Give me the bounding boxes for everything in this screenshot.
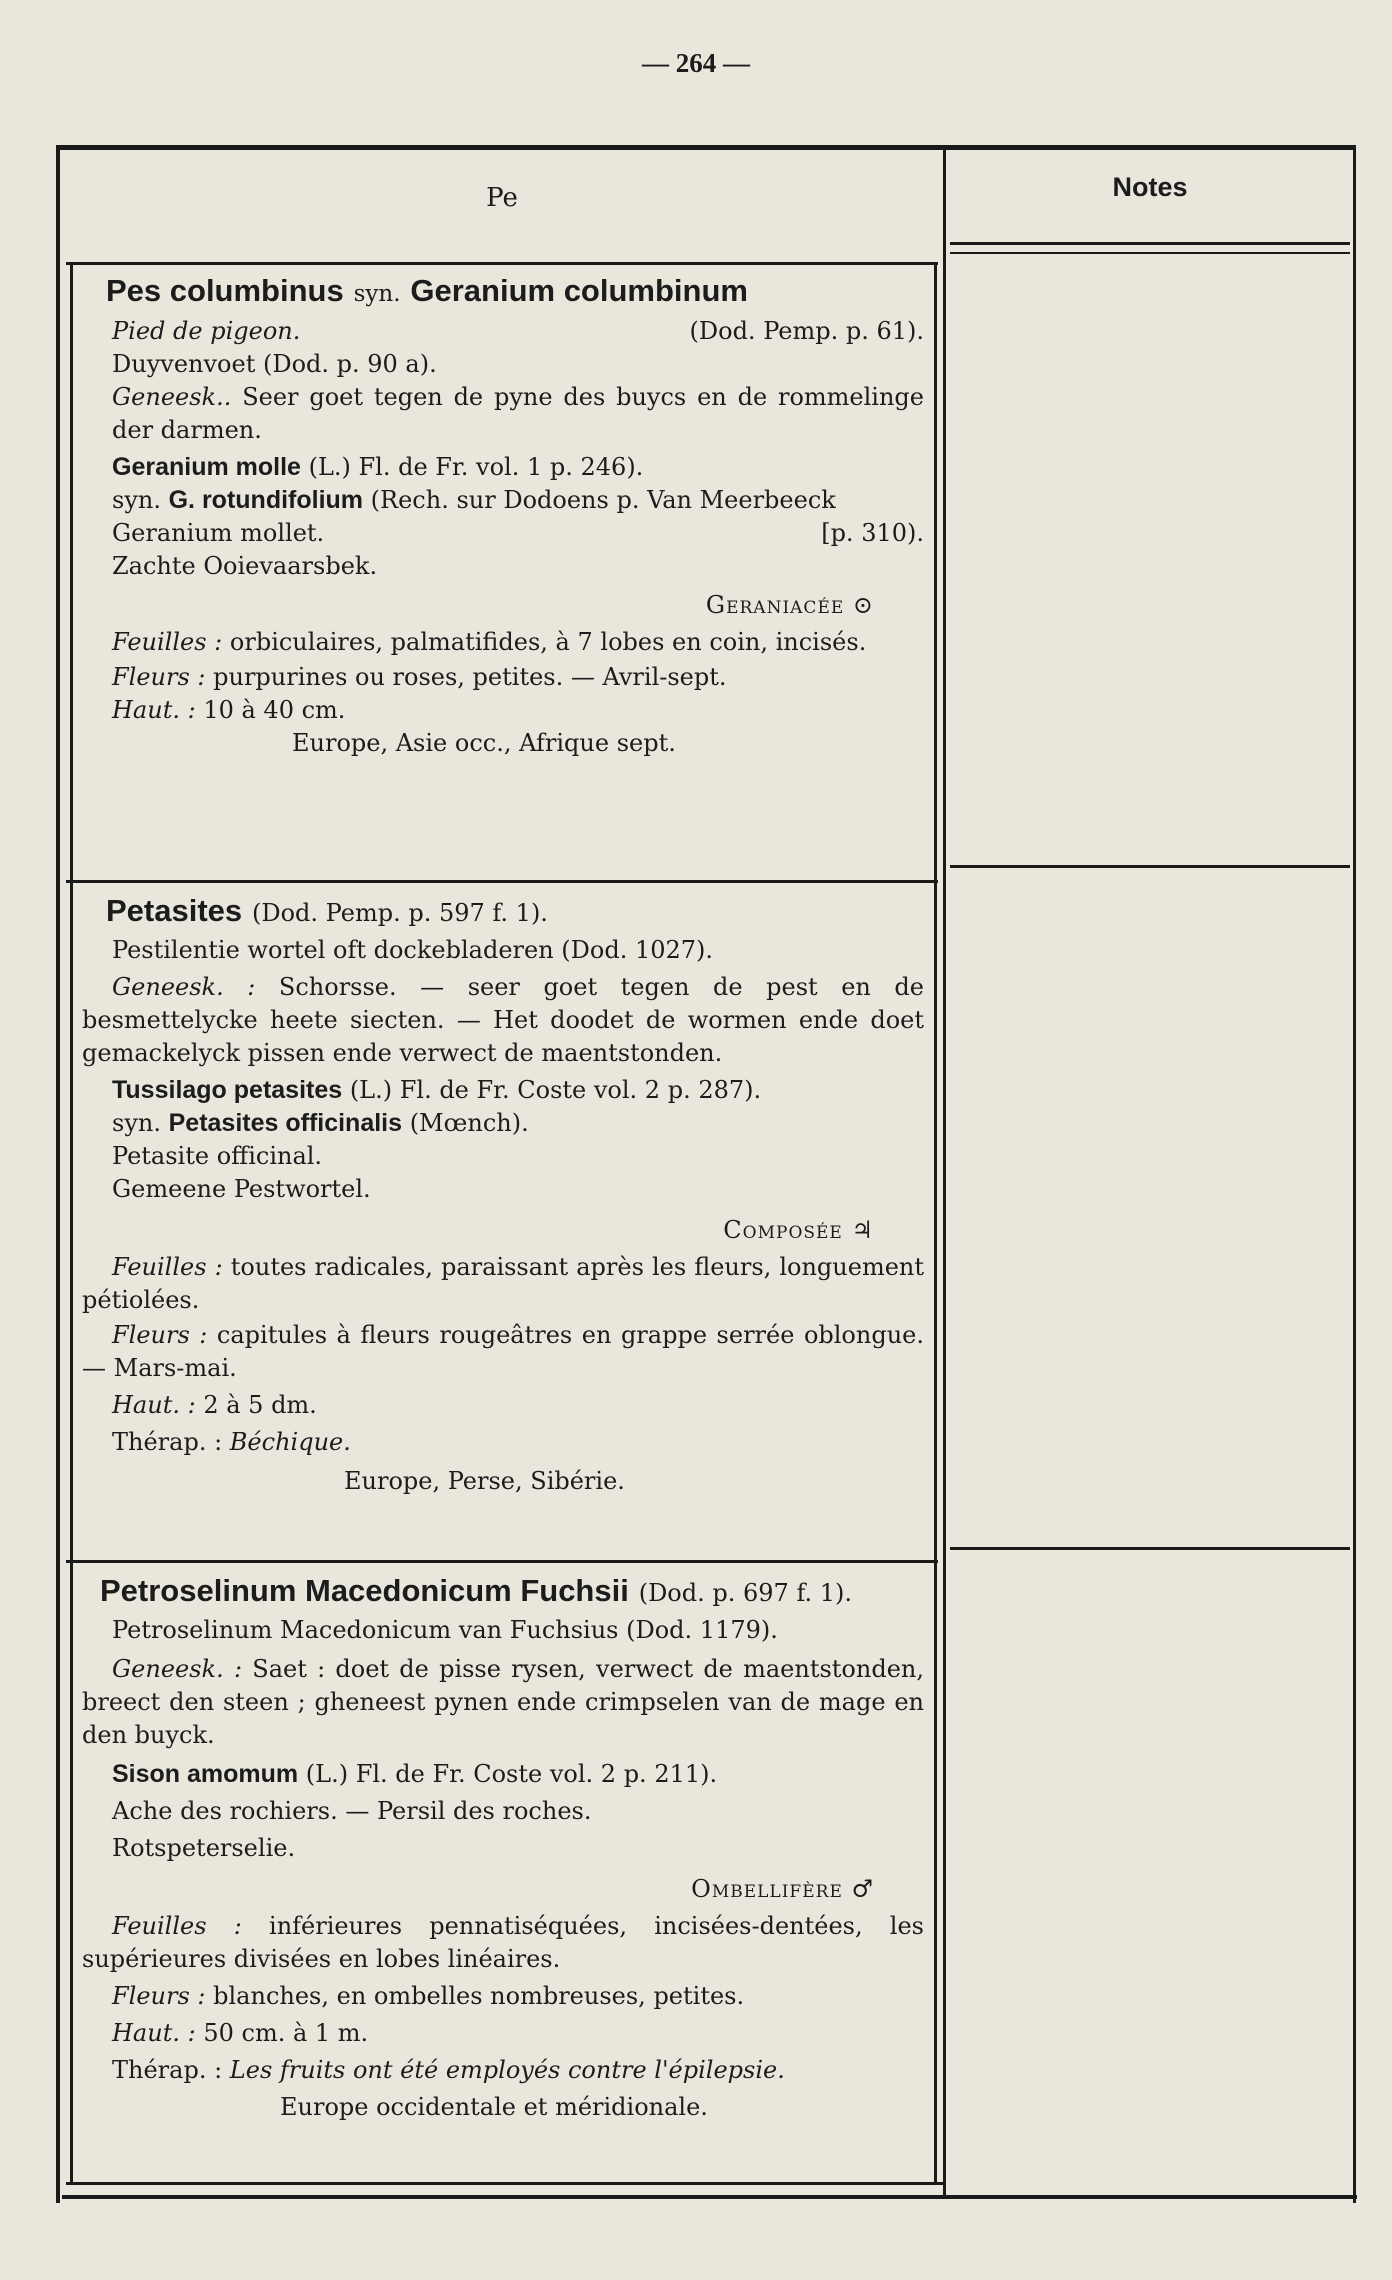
feuilles-text: toutes radicales, paraissant après les fleurs, longuement pétiolées. [82,1253,924,1314]
french-name-line [112,517,924,550]
syn-name: Petasites officinalis [168,1109,403,1137]
geneesk-text: Seer goet tegen de pyne des buycs en de rommelinge der darmen. [112,383,924,444]
title-main: Pes columbinus [106,273,344,308]
column-header-pe: Pe [486,183,518,213]
title-ref: (Dod. p. 697 f. 1). [638,1579,852,1607]
feuilles-paragraph [82,626,924,659]
title-ref: (Dod. Pemp. p. 597 f. 1). [252,899,548,927]
french-name: Geranium mollet. [112,519,325,547]
french-name: Petasite officinal. [112,1142,323,1170]
column-divider [943,145,946,2195]
feuilles-label: Feuilles : [112,628,223,656]
geneesk-paragraph [82,1653,924,1752]
feuilles-text: orbiculaires, palmatifides, à 7 lobes en coin, incisés. [229,628,867,656]
geneesk-label: Geneesk.. [112,383,232,411]
feuilles-paragraph [82,1910,924,1976]
fleurs-label: Fleurs : [112,663,206,691]
therap-text: Béchique. [229,1428,351,1456]
title-main: Petasites [106,893,243,928]
dutch-old-name: Pestilentie wortel oft dockebladeren (Dod. 1027). [112,936,714,964]
feuilles-label: Feuilles : [112,1253,223,1281]
fleurs-label: Fleurs : [112,1321,208,1349]
haut-text: 2 à 5 dm. [203,1391,317,1419]
syn-ref: (Mœnch). [409,1109,529,1137]
therap-text: Les fruits ont été employés contre l'épilepsie. [229,2056,785,2084]
region: Europe occidentale et méridionale. [280,2093,708,2121]
latin-name: Sison amomum [112,1760,299,1788]
dutch-name: Zachte Ooievaarsbek. [112,552,378,580]
header-rule-left [66,262,938,265]
table-bottom-rule [62,2195,1357,2199]
fleurs-text: blanches, en ombelles nombreuses, petites. [213,1982,745,2010]
dutch-name: Gemeene Pestwortel. [112,1175,371,1203]
french-name: Ache des rochiers. — Persil des roches. [112,1797,592,1825]
geneesk-label: Geneesk. : [112,1655,243,1683]
french-common-name: Pied de pigeon. [112,317,301,345]
syn-name: G. rotundifolium [168,486,364,514]
haut-label: Haut. : [112,1391,196,1419]
feuilles-label: Feuilles : [112,1912,242,1940]
fleurs-line [112,1980,924,2013]
dutch-old-name: Petroselinum Macedonicum van Fuchsius (Dod. 1179). [112,1616,778,1644]
haut-text: 10 à 40 cm. [203,696,346,724]
geneesk-text: Schorsse. — seer goet tegen de pest en de besmettelycke heete siecten. — Het doodet de wormen ende doet gemackelyck pissen ende verwect de maentstonden. [82,973,924,1067]
region: Europe, Perse, Sibérie. [344,1467,625,1495]
syn-ref: (Rech. sur Dodoens p. Van Meerbeeck [370,486,836,514]
therap-line [112,1426,924,1459]
haut-label: Haut. : [112,696,196,724]
haut-text: 50 cm. à 1 m. [203,2019,369,2047]
entry-petroselinum [82,1570,924,2124]
entry-separator-2 [66,1560,938,1563]
entry-title [106,890,924,934]
feuilles-text: inférieures pennatiséquées, incisées-dentées, les supérieures divisées en lobes linéaires. [82,1912,924,1973]
therap-line [112,2054,924,2087]
feuilles-paragraph [82,1251,924,1317]
fleurs-text: capitules à fleurs rougeâtres en grappe serrée oblongue. — Mars-mai. [82,1321,924,1382]
latin-ref: (L.) Fl. de Fr. Coste vol. 2 p. 287). [349,1076,762,1104]
dutch-old-name: Duyvenvoet (Dod. p. 90 a). [112,350,437,378]
latin-name-line [112,1758,924,1791]
fleurs-paragraph [82,1319,924,1385]
geneesk-paragraph [82,381,924,447]
latin-ref: (L.) Fl. de Fr. vol. 1 p. 246). [308,453,644,481]
dutch-name: Rotspeterselie. [112,1834,296,1862]
page-number: — 264 — [642,48,750,78]
header-rule-right-lower [950,252,1350,254]
notes-separator-1 [950,865,1350,868]
syn-prefix: syn. [112,486,161,514]
latin-name-line [112,451,924,484]
latin-ref: (L.) Fl. de Fr. Coste vol. 2 p. 211). [305,1760,718,1788]
fleurs-line [112,661,924,694]
geneesk-text: Saet : doet de pisse rysen, verwect de maentstonden, breect den steen ; gheneest pynen ende crimpselen van de mage en den buyck. [82,1655,924,1749]
family-label: Ombellifère ♂ [691,1875,874,1903]
entry-title [100,1570,924,1614]
fleurs-label: Fleurs : [112,1982,206,2010]
french-common-line [112,315,924,348]
dodoens-reference: (Dod. Pemp. p. 61). [689,317,924,345]
inner-right-rule [934,262,937,2182]
latin-name: Tussilago petasites [112,1076,343,1104]
haut-line [112,2017,924,2050]
haut-line [112,1389,924,1422]
header-rule-right [950,242,1350,245]
geneesk-label: Geneesk. : [112,973,256,1001]
entry-separator-1 [66,880,938,883]
family-label: Geraniacée ⊙ [705,591,874,619]
haut-line [112,694,924,727]
entry-title [106,270,924,315]
latin-name-line [112,1074,924,1107]
geneesk-paragraph [82,971,924,1070]
inner-left-rule [70,262,73,2182]
column-header-notes: Notes [1112,172,1188,202]
title-syn: Geranium columbinum [410,273,748,308]
syn-ref-end: [p. 310). [821,519,924,547]
synonym-line [112,1107,924,1140]
synonym-line [112,484,924,517]
entry-pes-columbinus [106,270,924,760]
fleurs-text: purpurines ou roses, petites. — Avril-sept. [213,663,727,691]
region: Europe, Asie occ., Afrique sept. [292,729,676,757]
therap-label: Thérap. : [112,2056,223,2084]
family-label: Composée ♃ [723,1216,874,1244]
notes-separator-2 [950,1547,1350,1550]
entry-petasites [82,890,924,1498]
latin-name: Geranium molle [112,453,301,481]
haut-label: Haut. : [112,2019,196,2047]
title-main: Petroselinum Macedonicum Fuchsii [100,1573,629,1608]
therap-label: Thérap. : [112,1428,223,1456]
syn-prefix: syn. [112,1109,161,1137]
inner-bottom-rule [66,2182,946,2185]
title-syn-word: syn. [353,281,401,307]
